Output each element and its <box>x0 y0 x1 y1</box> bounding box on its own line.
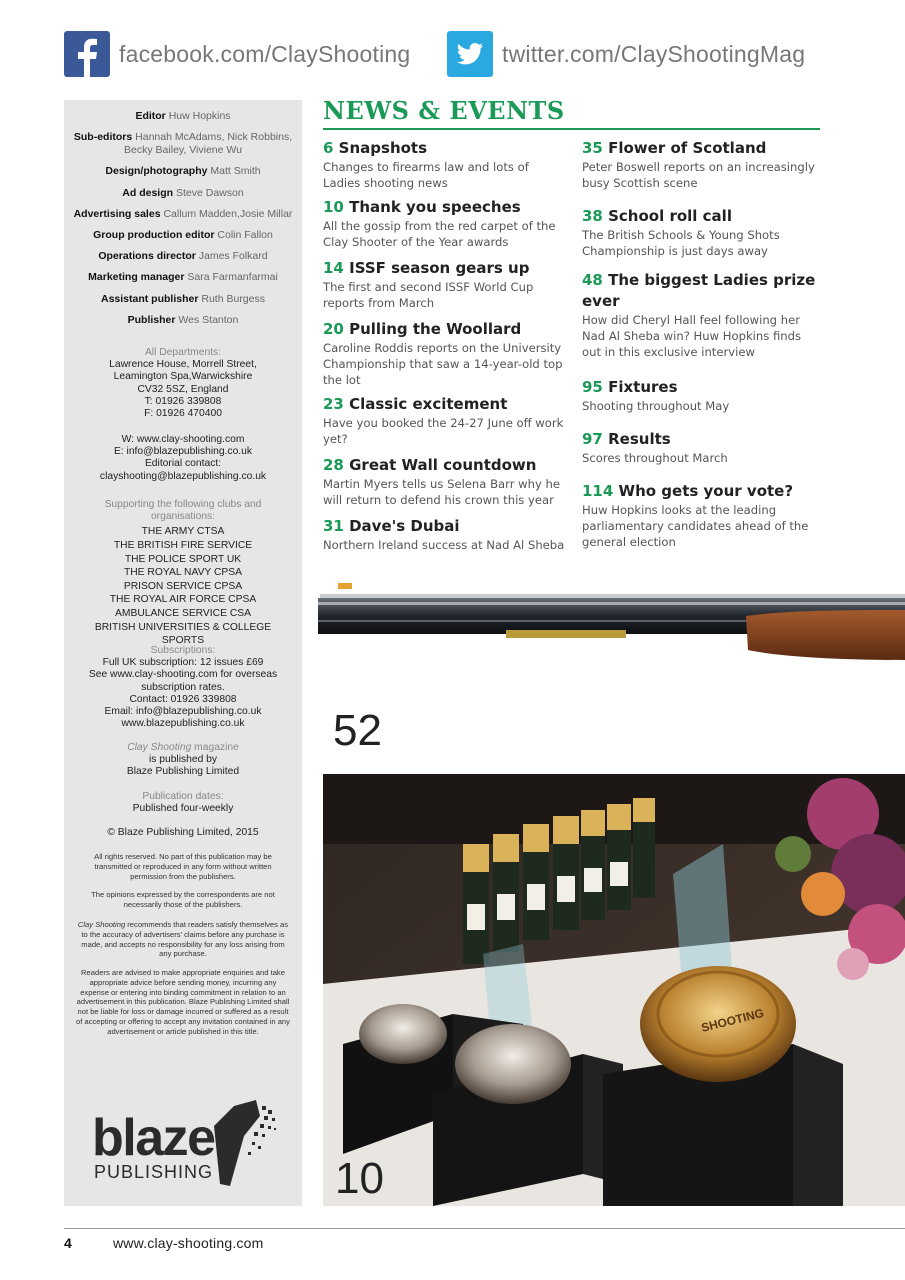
publisher-block <box>64 742 302 779</box>
legal-advice: Readers are advised to make appropriate enquiries and take appropriate advice before sending money, incurring any expense or entering into binding commitment in relation to an advertisement in this publication. Blaze Publishing Limited shall not be liable for loss or damage incurred or suffered as a result of accepting or offering to accept any invitation contained in any advertisement or article published in this title. <box>76 968 290 1036</box>
credit-name: Hannah McAdams, Nick Robbins, Becky Bailey, Viviene Wu <box>124 131 293 157</box>
clay-trophy-label: SHOOTING <box>699 1005 766 1035</box>
item-title: ISSF season gears up <box>349 259 530 277</box>
club-item: PRISON SERVICE CPSA <box>123 580 243 592</box>
twitter-handle[interactable]: twitter.com/ClayShootingMag <box>502 40 806 67</box>
legal-claims <box>76 920 290 959</box>
credit-row <box>64 229 302 242</box>
item-title: Great Wall countdown <box>349 456 537 474</box>
item-desc: How did Cheryl Hall feel following her Nad Al Sheba win? Huw Hopkins finds out in this exclusive interview <box>582 313 802 359</box>
credit-role: Advertising sales <box>73 207 161 220</box>
credit-name: Wes Stanton <box>178 313 239 326</box>
magazine-suffix: magazine <box>191 742 239 753</box>
twitter-link[interactable] <box>447 30 805 78</box>
contents-item[interactable] <box>323 319 568 388</box>
blaze-publishing-logo <box>92 1096 282 1186</box>
item-page: 14 <box>323 259 344 277</box>
gun-page-ref: 52 <box>333 706 382 755</box>
item-page: 23 <box>323 395 344 413</box>
credit-name: Callum Madden,Josie Millar <box>163 207 293 220</box>
contents-item[interactable] <box>323 455 568 508</box>
credit-role: Group production editor <box>93 228 215 241</box>
item-desc: Shooting throughout May <box>582 399 730 413</box>
credit-name: Huw Hopkins <box>168 110 231 122</box>
credit-name: Matt Smith <box>210 165 261 178</box>
legal-claims-title: Clay Shooting <box>77 920 126 929</box>
facebook-handle[interactable]: facebook.com/ClayShooting <box>119 40 411 67</box>
item-title: Results <box>608 430 671 448</box>
section-title: NEWS & EVENTS <box>323 96 565 125</box>
editorial-label: Editorial contact: <box>144 458 222 470</box>
club-item: THE POLICE SPORT UK <box>124 553 242 565</box>
logo-flame-icon <box>204 1096 282 1188</box>
footer-url[interactable]: www.clay-shooting.com <box>113 1235 264 1251</box>
awards-photo-graphic <box>323 774 905 1206</box>
contents-item[interactable] <box>323 258 568 311</box>
item-page: 28 <box>323 456 344 474</box>
contents-item[interactable] <box>582 138 820 191</box>
contents-item[interactable] <box>323 197 568 250</box>
credit-role: Operations director <box>98 250 196 263</box>
supporting-label: Supporting the following clubs and organisations: <box>104 499 262 523</box>
legal-claims-text: recommends that readers satisfy themselves as to the accuracy of advertisers' claims before any purchase is made, and accepts no responsibility for any loss arising from any purchase. <box>81 920 289 959</box>
credit-role: Design/photography <box>105 165 208 178</box>
section-rule <box>323 128 820 130</box>
address-line: Lawrence House, Morrell Street, <box>109 359 257 371</box>
email-line[interactable]: E: info@blazepublishing.co.uk <box>113 446 253 458</box>
credit-name: James Folkard <box>198 250 268 263</box>
address-block <box>64 347 302 420</box>
item-desc: The first and second ISSF World Cup reports from March <box>323 280 534 310</box>
facebook-link[interactable] <box>64 30 410 78</box>
page-number: 4 <box>64 1235 72 1251</box>
credit-row <box>64 250 302 263</box>
contents-item[interactable] <box>323 394 568 447</box>
credit-name: Steve Dawson <box>175 186 244 199</box>
credit-row <box>64 208 302 221</box>
item-title: The biggest Ladies prize ever <box>582 271 816 310</box>
subscription-website[interactable]: www.blazepublishing.co.uk <box>121 718 245 730</box>
photo-page-ref: 10 <box>335 1154 384 1203</box>
published-by-line: is published by <box>148 754 218 766</box>
item-title: School roll call <box>608 207 732 225</box>
credit-row <box>64 271 302 284</box>
item-title: Classic excitement <box>349 395 508 413</box>
contents-item[interactable] <box>582 206 820 259</box>
editorial-email[interactable]: clayshooting@blazepublishing.co.uk <box>99 470 267 482</box>
club-item: AMBULANCE SERVICE CSA <box>115 607 251 619</box>
dates-label: Publication dates: <box>142 791 224 802</box>
item-desc: Martin Myers tells us Selena Barr why he will return to defend his crown this year <box>323 477 560 507</box>
dates-block <box>64 791 302 815</box>
item-desc: The British Schools & Young Shots Championship is just days away <box>582 228 780 258</box>
credit-role: Editor <box>135 110 166 122</box>
credit-role: Publisher <box>127 313 176 326</box>
subscriptions-block <box>64 645 302 730</box>
fax-line: F: 01926 470400 <box>144 408 222 420</box>
credit-row <box>64 110 302 123</box>
twitter-icon <box>447 31 493 77</box>
item-page: 97 <box>582 430 603 448</box>
item-title: Pulling the Woollard <box>349 320 522 338</box>
item-desc: Have you booked the 24-27 June off work yet? <box>323 416 564 446</box>
publisher-name: Blaze Publishing Limited <box>126 766 240 778</box>
item-title: Who gets your vote? <box>618 482 794 500</box>
item-page: 35 <box>582 139 603 157</box>
club-item: THE ROYAL AIR FORCE CPSA <box>109 594 257 606</box>
legal-rights: All rights reserved. No part of this publication may be transmitted or reproduced in any form without written permission from the publishers. <box>94 852 272 881</box>
item-desc: Caroline Roddis reports on the University Championship that saw a 14-year-old top the lot <box>323 341 563 387</box>
footer-rule <box>64 1228 905 1229</box>
item-page: 31 <box>323 517 344 535</box>
contents-item[interactable] <box>323 138 568 191</box>
logo-sub: PUBLISHING <box>94 1162 214 1182</box>
item-title: Snapshots <box>338 139 428 157</box>
credit-role: Ad design <box>122 186 174 199</box>
item-desc: All the gossip from the red carpet of the Clay Shooter of the Year awards <box>323 219 556 249</box>
staff-credits <box>64 110 302 335</box>
departments-label: All Departments: <box>144 347 222 358</box>
club-item: BRITISH UNIVERSITIES & COLLEGE SPORTS <box>94 621 272 647</box>
item-title: Thank you speeches <box>349 198 521 216</box>
item-desc: Scores throughout March <box>582 451 728 465</box>
credit-role: Marketing manager <box>88 271 185 284</box>
item-page: 10 <box>323 198 344 216</box>
address-line: Leamington Spa,Warwickshire <box>113 371 253 383</box>
credit-row <box>64 131 302 157</box>
item-page: 95 <box>582 378 603 396</box>
copyright: © Blaze Publishing Limited, 2015 <box>107 827 259 838</box>
website-line[interactable]: W: www.clay-shooting.com <box>121 434 245 445</box>
contents-item[interactable] <box>582 270 820 360</box>
subscription-email[interactable]: Email: info@blazepublishing.co.uk <box>104 706 262 718</box>
contents-item[interactable] <box>323 516 568 553</box>
credit-row <box>64 314 302 327</box>
item-page: 114 <box>582 482 614 500</box>
subscription-line: See www.clay-shooting.com for overseas subscription rates. <box>88 669 278 693</box>
awards-photo <box>323 774 905 1206</box>
credit-role: Assistant publisher <box>101 292 199 305</box>
address-line: CV32 5SZ, England <box>137 383 229 395</box>
club-item: THE BRITISH FIRE SERVICE <box>113 540 253 551</box>
masthead-panel <box>64 100 302 1206</box>
contents-item[interactable] <box>582 481 820 550</box>
item-desc: Huw Hopkins looks at the leading parliamentary candidates ahead of the general election <box>582 503 809 549</box>
credit-row <box>64 293 302 306</box>
contents-item[interactable] <box>582 429 820 466</box>
item-desc: Peter Boswell reports on an increasingly busy Scottish scene <box>582 160 815 190</box>
credit-role: Sub-editors <box>73 131 133 144</box>
legal-opinions: The opinions expressed by the correspondents are not necessarily those of the publishers. <box>91 890 275 909</box>
facebook-icon <box>64 31 110 77</box>
credit-row <box>64 187 302 200</box>
dates-value: Published four-weekly <box>132 803 234 815</box>
item-page: 20 <box>323 320 344 338</box>
subscription-line: Contact: 01926 339808 <box>129 693 237 705</box>
item-title: Dave's Dubai <box>349 517 460 535</box>
item-page: 38 <box>582 207 603 225</box>
clubs-list <box>86 525 280 647</box>
item-page: 6 <box>323 139 334 157</box>
item-title: Flower of Scotland <box>608 139 767 157</box>
club-item: THE ARMY CTSA <box>141 526 225 538</box>
item-desc: Changes to firearms law and lots of Ladies shooting news <box>323 160 529 190</box>
contact-block <box>64 434 302 483</box>
shotgun-image <box>316 580 905 662</box>
credit-row <box>64 165 302 178</box>
logo-word: blaze <box>92 1109 215 1167</box>
item-title: Fixtures <box>608 378 678 396</box>
subscriptions-label: Subscriptions: <box>150 645 216 656</box>
contents-item[interactable] <box>582 377 820 414</box>
magazine-title: Clay Shooting <box>127 742 192 753</box>
item-desc: Northern Ireland success at Nad Al Sheba <box>323 538 565 552</box>
credit-name: Ruth Burgess <box>201 292 265 305</box>
item-page: 48 <box>582 271 603 289</box>
credit-name: Sara Farmanfarmai <box>187 271 278 284</box>
phone-line: T: 01926 339808 <box>144 395 222 407</box>
club-item: THE ROYAL NAVY CPSA <box>123 567 243 579</box>
subscription-line: Full UK subscription: 12 issues £69 <box>102 657 264 669</box>
credit-name: Colin Fallon <box>217 228 273 241</box>
clubs-block <box>64 499 302 648</box>
